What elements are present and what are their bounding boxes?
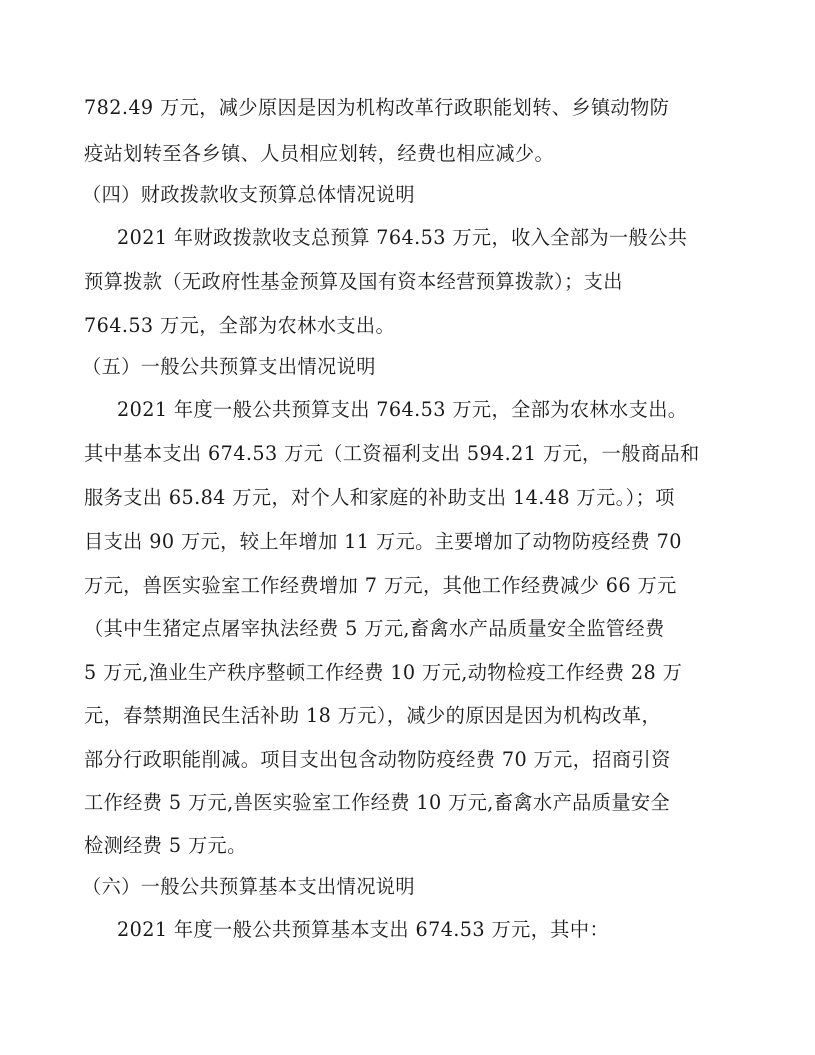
section-heading-five: （五）一般公共预算支出情况说明 [82, 355, 376, 378]
paragraph-line: 764.53 万元，全部为农林水支出。 [84, 314, 396, 337]
paragraph-line: 2021 年度一般公共预算支出 764.53 万元，全部为农林水支出。 [117, 398, 688, 421]
section-heading-four: （四）财政拨款收支预算总体情况说明 [82, 183, 415, 206]
paragraph-line: 部分行政职能削减。项目支出包含动物防疫经费 70 万元，招商引资 [84, 748, 671, 771]
paragraph-line: 782.49 万元，减少原因是因为机构改革行政职能划转、乡镇动物防 [84, 96, 670, 119]
paragraph-line: 元，春禁期渔民生活补助 18 万元），减少的原因是因为机构改革， [84, 704, 662, 727]
paragraph-line: 万元，兽医实验室工作经费增加 7 万元，其他工作经费减少 66 万元 [84, 574, 677, 597]
paragraph-line: 其中基本支出 674.53 万元（工资福利支出 594.21 万元，一般商品和 [84, 442, 700, 465]
paragraph-line: 目支出 90 万元，较上年增加 11 万元。主要增加了动物防疫经费 70 [84, 530, 682, 553]
section-heading-six: （六）一般公共预算基本支出情况说明 [82, 875, 415, 898]
paragraph-line: 服务支出 65.84 万元，对个人和家庭的补助支出 14.48 万元。）；项 [84, 486, 675, 509]
paragraph-line: 2021 年度一般公共预算基本支出 674.53 万元，其中： [117, 918, 610, 941]
paragraph-line: 疫站划转至各乡镇、人员相应划转，经费也相应减少。 [84, 142, 555, 165]
paragraph-line: 检测经费 5 万元。 [84, 834, 247, 857]
paragraph-line: （其中生猪定点屠宰执法经费 5 万元,畜禽水产品质量安全监管经费 [84, 617, 665, 640]
paragraph-line: 2021 年财政拨款收支总预算 764.53 万元，收入全部为一般公共 [117, 226, 688, 249]
paragraph-line: 5 万元,渔业生产秩序整顿工作经费 10 万元,动物检疫工作经费 28 万 [84, 661, 683, 684]
paragraph-line: 工作经费 5 万元,兽医实验室工作经费 10 万元,畜禽水产品质量安全 [84, 791, 671, 814]
paragraph-line: 预算拨款（无政府性基金预算及国有资本经营预算拨款）；支出 [84, 270, 623, 293]
